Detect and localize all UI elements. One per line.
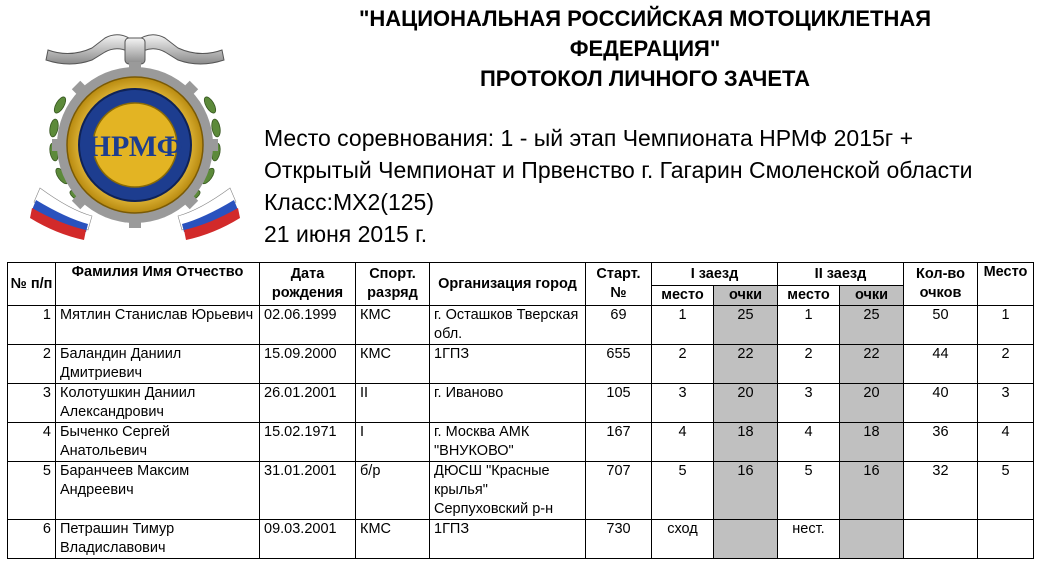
cell-name: Быченко Сергей Анатольевич bbox=[56, 423, 260, 462]
cell-final-place: 2 bbox=[978, 345, 1034, 384]
header-heat-2-place: место bbox=[778, 286, 840, 306]
cell-heat-2-points: 25 bbox=[840, 306, 904, 345]
cell-heat-1-points bbox=[714, 520, 778, 559]
cell-org: 1ГПЗ bbox=[430, 520, 586, 559]
title-line-2: ФЕДЕРАЦИЯ" bbox=[569, 36, 721, 61]
logo-emblem-text: НРМФ bbox=[87, 130, 183, 163]
cell-final-place bbox=[978, 520, 1034, 559]
cell-start: 655 bbox=[586, 345, 652, 384]
header-heat-1: I заезд bbox=[652, 263, 778, 286]
header-rank: Спорт. разряд bbox=[356, 263, 430, 306]
header-heat-2-points: очки bbox=[840, 286, 904, 306]
cell-start: 105 bbox=[586, 384, 652, 423]
cell-rank: КМС bbox=[356, 345, 430, 384]
class-line: Класс:МХ2(125) bbox=[264, 189, 434, 215]
table-row bbox=[8, 423, 1034, 462]
nrmf-emblem-logo bbox=[30, 10, 240, 242]
cell-heat-2-points: 18 bbox=[840, 423, 904, 462]
results-table bbox=[7, 262, 1034, 559]
cell-total: 40 bbox=[904, 384, 978, 423]
cell-org: г. Осташков Тверская обл. bbox=[430, 306, 586, 345]
cell-dob: 31.01.2001 bbox=[260, 462, 356, 520]
cell-heat-2-points: 22 bbox=[840, 345, 904, 384]
cell-final-place: 1 bbox=[978, 306, 1034, 345]
cell-start: 69 bbox=[586, 306, 652, 345]
cell-rank: КМС bbox=[356, 520, 430, 559]
cell-num: 3 bbox=[8, 384, 56, 423]
cell-heat-2-points: 20 bbox=[840, 384, 904, 423]
cell-num: 4 bbox=[8, 423, 56, 462]
cell-final-place: 4 bbox=[978, 423, 1034, 462]
title-line-1: "НАЦИОНАЛЬНАЯ РОССИЙСКАЯ МОТОЦИКЛЕТНАЯ bbox=[358, 6, 932, 31]
competition-info bbox=[264, 122, 972, 250]
venue-line-1: Место соревнования: 1 - ый этап Чемпионата НРМФ 2015г + bbox=[264, 125, 914, 151]
header-name: Фамилия Имя Отчество bbox=[56, 263, 260, 306]
title-line-3: ПРОТОКОЛ ЛИЧНОГО ЗАЧЕТА bbox=[479, 66, 811, 91]
table-row bbox=[8, 520, 1034, 559]
cell-heat-2-place: 1 bbox=[778, 306, 840, 345]
cell-heat-2-place: 3 bbox=[778, 384, 840, 423]
cell-heat-1-points: 18 bbox=[714, 423, 778, 462]
cell-heat-1-place: 4 bbox=[652, 423, 714, 462]
cell-dob: 26.01.2001 bbox=[260, 384, 356, 423]
header-heat-1-place: место bbox=[652, 286, 714, 306]
cell-name: Петрашин Тимур Владиславович bbox=[56, 520, 260, 559]
cell-heat-1-points: 16 bbox=[714, 462, 778, 520]
cell-heat-2-points: 16 bbox=[840, 462, 904, 520]
cell-dob: 02.06.1999 bbox=[260, 306, 356, 345]
cell-heat-1-place: 1 bbox=[652, 306, 714, 345]
cell-num: 5 bbox=[8, 462, 56, 520]
cell-start: 707 bbox=[586, 462, 652, 520]
document-title bbox=[300, 4, 990, 94]
cell-rank: II bbox=[356, 384, 430, 423]
cell-rank: б/р bbox=[356, 462, 430, 520]
cell-heat-1-points: 20 bbox=[714, 384, 778, 423]
cell-num: 1 bbox=[8, 306, 56, 345]
header-dob: Дата рождения bbox=[260, 263, 356, 306]
cell-heat-2-place: 2 bbox=[778, 345, 840, 384]
cell-heat-1-place: 2 bbox=[652, 345, 714, 384]
cell-final-place: 3 bbox=[978, 384, 1034, 423]
cell-final-place: 5 bbox=[978, 462, 1034, 520]
cell-num: 2 bbox=[8, 345, 56, 384]
header-final-place: Место bbox=[978, 263, 1034, 306]
cell-dob: 15.02.1971 bbox=[260, 423, 356, 462]
table-row bbox=[8, 345, 1034, 384]
table-row bbox=[8, 462, 1034, 520]
cell-heat-1-place: 5 bbox=[652, 462, 714, 520]
cell-total: 36 bbox=[904, 423, 978, 462]
cell-heat-1-place: сход bbox=[652, 520, 714, 559]
header-start: Старт. № bbox=[586, 263, 652, 306]
cell-dob: 15.09.2000 bbox=[260, 345, 356, 384]
cell-name: Баландин Даниил Дмитриевич bbox=[56, 345, 260, 384]
venue-line-2: Открытый Чемпионат и Првенство г. Гагарин Смоленской области bbox=[264, 157, 973, 183]
cell-heat-1-points: 25 bbox=[714, 306, 778, 345]
cell-start: 730 bbox=[586, 520, 652, 559]
cell-heat-2-place: нест. bbox=[778, 520, 840, 559]
date-line: 21 июня 2015 г. bbox=[264, 221, 428, 247]
cell-total: 50 bbox=[904, 306, 978, 345]
cell-total bbox=[904, 520, 978, 559]
cell-heat-1-place: 3 bbox=[652, 384, 714, 423]
cell-org: г. Москва АМК "ВНУКОВО" bbox=[430, 423, 586, 462]
cell-num: 6 bbox=[8, 520, 56, 559]
cell-total: 32 bbox=[904, 462, 978, 520]
cell-name: Баранчеев Максим Андреевич bbox=[56, 462, 260, 520]
header-heat-2: II заезд bbox=[778, 263, 904, 286]
cell-heat-2-points bbox=[840, 520, 904, 559]
cell-org: ДЮСШ "Красные крылья" Серпуховский р-н bbox=[430, 462, 586, 520]
cell-total: 44 bbox=[904, 345, 978, 384]
header-heat-1-points: очки bbox=[714, 286, 778, 306]
header-org: Организация город bbox=[430, 263, 586, 306]
cell-rank: КМС bbox=[356, 306, 430, 345]
cell-start: 167 bbox=[586, 423, 652, 462]
header-total: Кол-во очков bbox=[904, 263, 978, 306]
cell-heat-2-place: 5 bbox=[778, 462, 840, 520]
cell-dob: 09.03.2001 bbox=[260, 520, 356, 559]
cell-rank: I bbox=[356, 423, 430, 462]
cell-name: Колотушкин Даниил Александрович bbox=[56, 384, 260, 423]
cell-org: 1ГПЗ bbox=[430, 345, 586, 384]
table-row bbox=[8, 384, 1034, 423]
table-row bbox=[8, 306, 1034, 345]
cell-heat-1-points: 22 bbox=[714, 345, 778, 384]
cell-name: Мятлин Станислав Юрьевич bbox=[56, 306, 260, 345]
header-num: № п/п bbox=[8, 263, 56, 306]
cell-org: г. Иваново bbox=[430, 384, 586, 423]
cell-heat-2-place: 4 bbox=[778, 423, 840, 462]
